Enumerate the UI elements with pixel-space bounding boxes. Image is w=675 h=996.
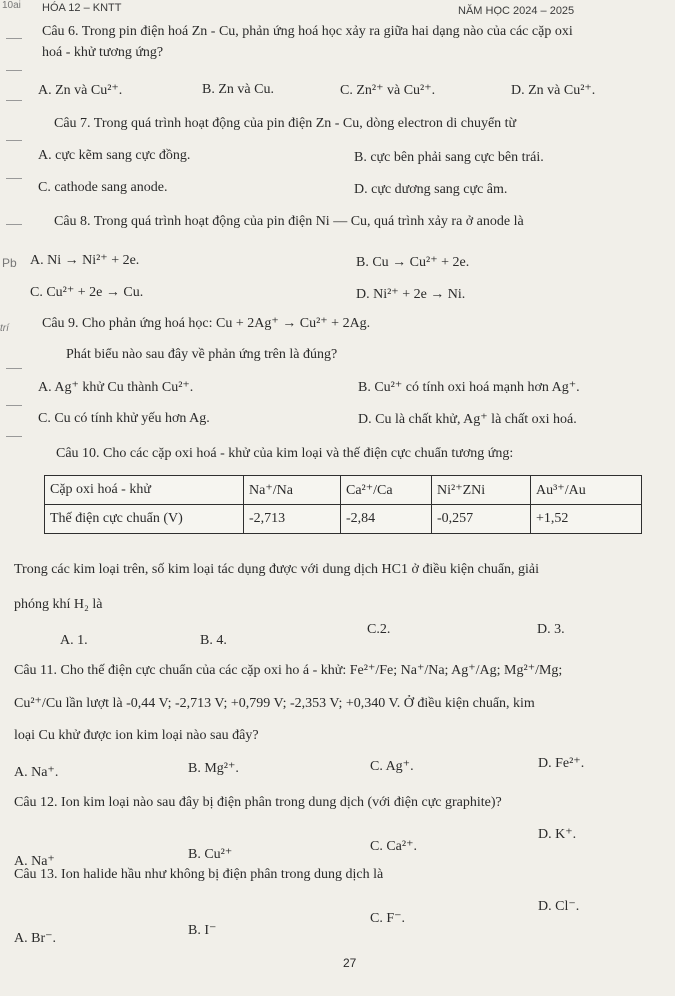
- header-school-year: NĂM HỌC 2024 – 2025: [458, 5, 575, 17]
- q9-option-a: A. Ag⁺ khử Cu thành Cu²⁺.: [38, 380, 194, 395]
- q12-option-c: C. Ca²⁺.: [370, 839, 417, 854]
- table-cell: -2,84: [341, 505, 432, 534]
- q8-option-b: B. Cu → Cu²⁺ + 2e.: [356, 255, 470, 270]
- margin-dash: [6, 178, 22, 179]
- margin-dash: [6, 368, 22, 369]
- table-header-cell: Cặp oxi hoá - khử: [45, 476, 244, 505]
- question-8: Câu 8. Trong quá trình hoạt động của pin điện Ni — Cu, quá trình xảy ra ở anode là: [54, 214, 524, 229]
- table-header-cell: Ca²⁺/Ca: [341, 476, 432, 505]
- q10-option-b: B. 4.: [200, 633, 227, 648]
- question-9-prompt: Phát biểu nào sau đây về phản ứng trên là đúng?: [66, 347, 338, 362]
- q7-option-b: B. cực bên phải sang cực bên trái.: [354, 150, 544, 165]
- q7-option-d: D. cực dương sang cực âm.: [354, 182, 508, 197]
- question-6-line1: Câu 6. Trong pin điện hoá Zn - Cu, phản ứng hoá học xảy ra giữa hai dạng nào của các cặp oxi: [42, 24, 573, 39]
- margin-dash: [6, 405, 22, 406]
- margin-note-tri: trí: [0, 323, 9, 334]
- table-row: [45, 505, 642, 534]
- q13-option-b: B. I⁻: [188, 923, 217, 938]
- q6-option-a: A. Zn và Cu²⁺.: [38, 83, 123, 98]
- q9-option-d: D. Cu là chất khử, Ag⁺ là chất oxi hoá.: [358, 412, 577, 427]
- q13-option-a: A. Br⁻.: [14, 931, 56, 946]
- question-11-line1: Câu 11. Cho thế điện cực chuẩn của các cặp oxi ho á - khử: Fe²⁺/Fe; Na⁺/Na; Ag⁺/Ag; Mg²⁺/Mg;: [14, 663, 563, 678]
- margin-dash: [6, 100, 22, 101]
- question-12: Câu 12. Ion kim loại nào sau đây bị điện phân trong dung dịch (với điện cực graphite)?: [14, 795, 502, 810]
- table-cell: -0,257: [432, 505, 531, 534]
- question-6-line2: hoá - khử tương ứng?: [42, 45, 164, 60]
- q8-option-a: A. Ni → Ni²⁺ + 2e.: [30, 253, 140, 268]
- q12-option-b: B. Cu²⁺: [188, 847, 233, 862]
- electrode-potential-table: [44, 475, 642, 534]
- q8-option-c: C. Cu²⁺ + 2e → Cu.: [30, 285, 144, 300]
- q12-option-a: A. Na⁺: [14, 854, 55, 869]
- question-11-line2: Cu²⁺/Cu lần lượt là -0,44 V; -2,713 V; +0,799 V; -2,353 V; +0,340 V. Ở điều kiện chuẩn, kim: [14, 696, 535, 711]
- question-9: Câu 9. Cho phản ứng hoá học: Cu + 2Ag⁺ → Cu²⁺ + 2Ag.: [42, 316, 371, 331]
- table-header-cell: Na⁺/Na: [244, 476, 341, 505]
- q11-option-d: D. Fe²⁺.: [538, 756, 585, 771]
- q9-option-b: B. Cu²⁺ có tính oxi hoá mạnh hơn Ag⁺.: [358, 380, 580, 395]
- margin-dash: [6, 224, 22, 225]
- q6-option-c: C. Zn²⁺ và Cu²⁺.: [340, 83, 436, 98]
- table-cell: Thế điện cực chuẩn (V): [45, 505, 244, 534]
- question-11-line3: loại Cu khử được ion kim loại nào sau đây?: [14, 728, 259, 743]
- q7-option-c: C. cathode sang anode.: [38, 180, 168, 195]
- table-cell: -2,713: [244, 505, 341, 534]
- q8-option-d: D. Ni²⁺ + 2e → Ni.: [356, 287, 466, 302]
- table-header-cell: Au³⁺/Au: [531, 476, 642, 505]
- q13-option-c: C. F⁻.: [370, 911, 406, 926]
- q9-option-c: C. Cu có tính khử yếu hơn Ag.: [38, 411, 210, 426]
- margin-dash: [6, 436, 22, 437]
- margin-dash: [6, 140, 22, 141]
- margin-dash: [6, 38, 22, 39]
- q13-option-d: D. Cl⁻.: [538, 899, 580, 914]
- q11-option-c: C. Ag⁺.: [370, 759, 414, 774]
- question-13: Câu 13. Ion halide hầu như không bị điện phân trong dung dịch là: [14, 867, 384, 882]
- page-number: 27: [343, 956, 357, 970]
- question-10-line3: phóng khí H₂ là: [14, 597, 103, 612]
- q12-option-d: D. K⁺.: [538, 827, 577, 842]
- q10-option-a: A. 1.: [60, 633, 88, 648]
- margin-note-pb: Pb: [2, 256, 17, 270]
- q6-option-b: B. Zn và Cu.: [202, 82, 274, 97]
- corner-note: 10ai: [2, 0, 21, 11]
- margin-dash: [6, 70, 22, 71]
- q10-option-d: D. 3.: [537, 622, 565, 637]
- table-header-row: [45, 476, 642, 505]
- header-subject: HÓA 12 – KNTT: [42, 2, 122, 14]
- q11-option-a: A. Na⁺.: [14, 765, 59, 780]
- q6-option-d: D. Zn và Cu²⁺.: [511, 83, 596, 98]
- table-cell: +1,52: [531, 505, 642, 534]
- question-10-line2: Trong các kim loại trên, số kim loại tác dụng được với dung dịch HC1 ở điều kiện chuẩn, giải: [14, 562, 540, 577]
- question-10: Câu 10. Cho các cặp oxi hoá - khử của kim loại và thế điện cực chuẩn tương ứng:: [56, 446, 514, 461]
- q10-option-c: C.2.: [367, 622, 391, 637]
- q7-option-a: A. cực kẽm sang cực đồng.: [38, 148, 191, 163]
- q11-option-b: B. Mg²⁺.: [188, 761, 239, 776]
- table-header-cell: Ni²⁺ZNi: [432, 476, 531, 505]
- question-7: Câu 7. Trong quá trình hoạt động của pin điện Zn - Cu, dòng electron di chuyển từ: [54, 116, 517, 131]
